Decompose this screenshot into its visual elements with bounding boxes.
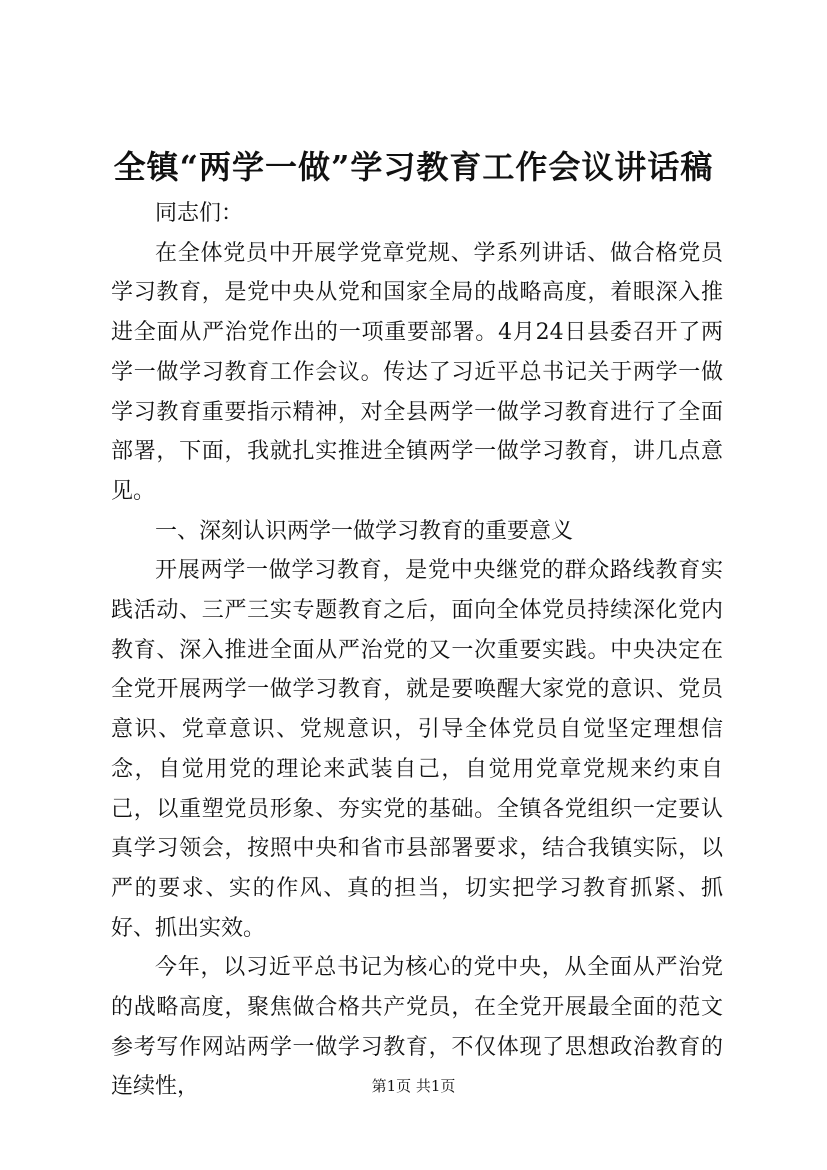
paragraph-this-year: 今年，以习近平总书记为核心的党中央，从全面从严治党的战略高度，聚焦做合格共产党员，在全党开展最全面的范文参考写作网站两学一做学习教育，不仅体现了思想政治教育的连续性，	[111, 955, 723, 1100]
section-heading-1: 一、深刻认识两学一做学习教育的重要意义	[155, 518, 574, 544]
salutation: 同志们：	[155, 201, 244, 226]
paragraph-significance: 开展两学一做学习教育，是党中央继党的群众路线教育实践活动、三严三实专题教育之后，面向全体党员持续深化党内教育、深入推进全面从严治党的又一次重要实践。中央决定在全党开展两学一做学习教育，就是要唤醒大家党的意识、党员意识、党章意识、党规意识，引导全体党员自觉坚定理想信念，自觉用党的理论来武装自己，自觉用党章党规来约束自己，以重塑党员形象、夯实党的基础。全镇各党组织一定要认真学习领会，按照中央和省市县部署要求，结合我镇实际，以严的要求、实的作风、真的担当，切实把学习教育抓紧、抓好、抓出实效。	[111, 558, 723, 941]
document-body	[111, 194, 723, 1107]
document-title: 全镇“两学一做”学习教育工作会议讲话稿	[113, 148, 714, 186]
page-footer: 第1页 共1页	[371, 1077, 456, 1095]
paragraph-intro: 在全体党员中开展学党章党规、学系列讲话、做合格党员学习教育，是党中央从党和国家全局的战略高度，着眼深入推进全面从严治党作出的一项重要部署。4月24日县委召开了两学一做学习教育工作会议。传达了习近平总书记关于两学一做学习教育重要指示精神，对全县两学一做学习教育进行了全面部署，下面，我就扎实推进全镇两学一做学习教育，讲几点意见。	[111, 240, 723, 504]
